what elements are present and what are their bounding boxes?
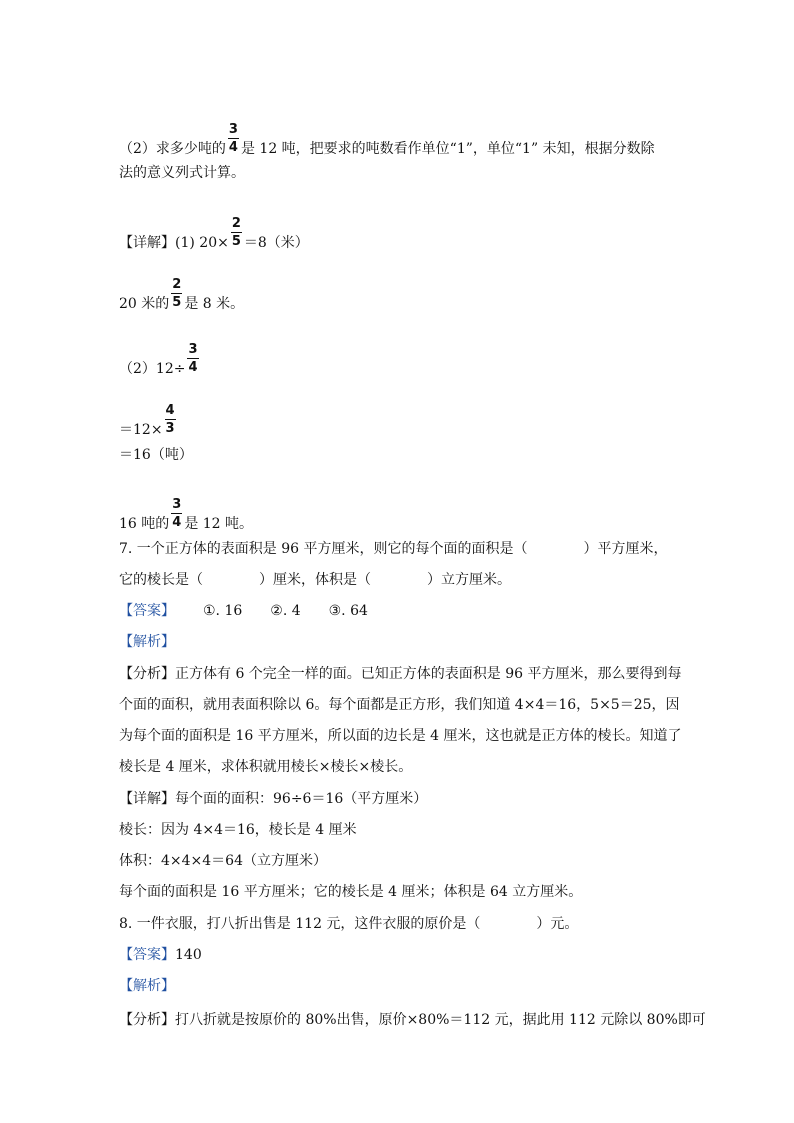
detail-line-1: 【详解】(1) 20× $\frac{2}{5}$ ＝8（米） [119, 216, 309, 251]
q7-line-1: 7. 一个正方体的表面积是 96 平方厘米，则它的每个面的面积是（ ）平方厘米， [119, 541, 668, 557]
fenxi-tag: 【分析】 [119, 666, 175, 682]
fenxi-tag: 【分析】 [119, 1012, 175, 1028]
q7-detail-1: 【详解】每个面的面积：96÷6＝16（平方厘米） [119, 791, 428, 807]
fraction: $\frac{3}{4}$ [188, 342, 198, 375]
q7-fenxi-2: 个面的面积，就用表面积除以 6。每个面都是正方形，我们知道 4×4＝16，5×5＝25，因 [119, 697, 680, 713]
answer-tag: 【答案】 [119, 947, 175, 963]
q8-answer: 【答案】140 [119, 947, 202, 963]
q7-line-2: 它的棱长是（ ）厘米，体积是（ ）立方厘米。 [119, 572, 511, 588]
detail-tag: 【详解】 [119, 235, 175, 251]
fraction: $\frac{3}{4}$ [172, 497, 182, 530]
detail-line-2: 20 米的 $\frac{2}{5}$ 是 8 米。 [119, 277, 245, 312]
q7-answer: 【答案】 ①. 16 ②. 4 ③. 64 [119, 603, 368, 619]
solution-line-1: （2）求多少吨的 $\frac{3}{4}$ 是 12 吨，把要求的吨数看作单位“1”，单位“1” 未知，根据分数除 [119, 122, 655, 157]
answer-tag: 【答案】 [119, 603, 175, 619]
detail-line-6: 16 吨的 $\frac{3}{4}$ 是 12 吨。 [119, 497, 254, 532]
q7-fenxi-4: 棱长是 4 厘米，求体积就用棱长×棱长×棱长。 [119, 759, 413, 775]
q7-analysis-tag: 【解析】 [119, 634, 175, 650]
q8-line-1: 8. 一件衣服，打八折出售是 112 元，这件衣服的原价是（ ）元。 [119, 916, 579, 932]
detail-tag: 【详解】 [119, 791, 175, 807]
q7-fenxi-3: 为每个面的面积是 16 平方厘米，所以面的边长是 4 厘米，这也就是正方体的棱长。知道了 [119, 728, 682, 744]
q7-detail-4: 每个面的面积是 16 平方厘米；它的棱长是 4 厘米；体积是 64 立方厘米。 [119, 884, 583, 900]
detail-line-4: ＝12× $\frac{4}{3}$ [119, 403, 175, 438]
fraction: $\frac{2}{5}$ [172, 277, 182, 310]
detail-line-3: （2）12÷ $\frac{3}{4}$ [119, 342, 198, 377]
fraction: $\frac{4}{3}$ [165, 403, 175, 436]
solution-line-2: 法的意义列式计算。 [119, 165, 245, 181]
q8-fenxi: 【分析】打八折就是按原价的 80%出售，原价×80%＝112 元，据此用 112 元除以 80%即可 [119, 1012, 706, 1028]
q7-detail-3: 体积：4×4×4＝64（立方厘米） [119, 853, 327, 869]
q7-detail-2: 棱长：因为 4×4＝16，棱长是 4 厘米 [119, 822, 357, 838]
q8-analysis-tag: 【解析】 [119, 978, 175, 994]
fraction: $\frac{3}{4}$ [228, 122, 238, 155]
fraction: $\frac{2}{5}$ [231, 216, 241, 249]
q7-fenxi-1: 【分析】正方体有 6 个完全一样的面。已知正方体的表面积是 96 平方厘米，那么要得到每 [119, 666, 682, 682]
detail-line-5: ＝16（吨） [119, 447, 193, 463]
